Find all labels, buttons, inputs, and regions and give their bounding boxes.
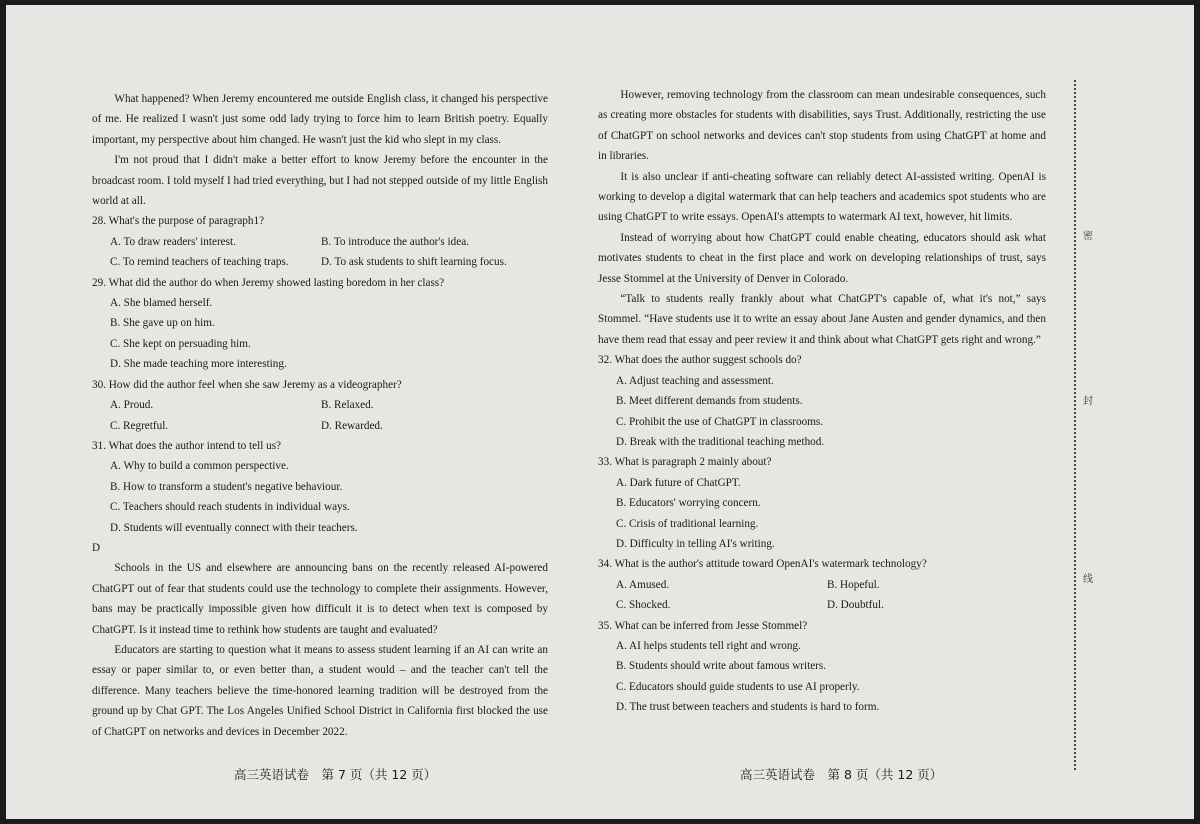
question-29: 29. What did the author do when Jeremy showed lasting boredom in her class? [92,276,445,289]
paragraph: “Talk to students really frankly about what ChatGPT's capable of, what it's not,” says Stommel. “Have students use it to write an essay about Jane Austen and gender dynamics, and then have them read that essay and peer review it and think about what ChatGPT gets right and wrong.” [598,293,1046,346]
option-b: B. Hopeful. [827,578,880,591]
option-c: C. She kept on persuading him. [110,337,251,350]
option-c: C. Teachers should reach students in individual ways. [110,501,350,514]
option-a: A. Amused. [616,578,670,591]
option-a: A. To draw readers' interest. [110,235,236,248]
options-row [92,232,548,252]
exam-paper [6,5,1194,819]
options-row [92,416,548,436]
option-d: D. To ask students to shift learning focus. [321,256,507,269]
option-c: C. Educators should guide students to use AI properly. [616,680,860,693]
option-c: C. Crisis of traditional learning. [616,517,759,530]
paragraph: However, removing technology from the classroom can mean undesirable consequences, such as creating more obstacles for students with disabilities, says Trust. Additionally, restricting the use of ChatGPT on school networks and devices can't stop students from using ChatGPT at home and in libraries. [598,89,1046,163]
paragraph: What happened? When Jeremy encountered me outside English class, it changed his perspective of me. He realized I wasn't just some odd lady trying to force him to learn British poetry. Equally important, my perspective about him changed. He wasn't just the kid who slept in my class. [92,93,548,146]
question-34: 34. What is the author's attitude toward OpenAI's watermark technology? [598,558,927,571]
option-c: C. Prohibit the use of ChatGPT in classrooms. [616,415,824,428]
left-page-column [92,89,548,742]
page-footer-left: 高三英语试卷 第 7 页（共 12 页） [234,767,437,782]
paragraph: Instead of worrying about how ChatGPT could enable cheating, educators should ask what motivates students to cheat in the first place and work on developing relationships of trust, says Jesse Stommel at the University of Denver in Colorado. [598,231,1046,285]
option-a: A. Why to build a common perspective. [110,460,289,473]
option-b: B. How to transform a student's negative behaviour. [110,480,343,493]
option-b: B. To introduce the author's idea. [321,235,469,248]
option-d: D. Doubtful. [827,599,884,612]
section-heading: D [92,541,101,554]
option-d: D. Rewarded. [321,419,383,432]
page-footer-right: 高三英语试卷 第 8 页（共 12 页） [740,767,943,782]
question-30: 30. How did the author feel when she saw Jeremy as a videographer? [92,378,402,391]
option-d: D. Students will eventually connect with their teachers. [110,521,358,534]
options-row [92,395,548,415]
question-35: 35. What can be inferred from Jesse Stommel? [598,619,808,632]
paragraph: Educators are starting to question what it means to assess student learning if an AI can write an essay or paper similar to, or even better than, a student would – and the teacher can't tell the difference. Many teachers believe the time-honored learning tradition will be destroyed from the ground up by Chat GPT. The Los Angeles Unified School District in California first blocked the use of ChatGPT on networks and devices in December 2022. [92,643,548,738]
binding-char-1: 密 [1083,231,1093,242]
option-a: A. She blamed herself. [110,297,213,310]
binding-char-3: 线 [1083,574,1093,585]
option-a: A. AI helps students tell right and wrong. [616,639,801,652]
question-31: 31. What does the author intend to tell us? [92,439,282,452]
option-b: B. Educators' worrying concern. [616,497,761,510]
option-b: B. Students should write about famous writers. [616,660,827,673]
paragraph: I'm not proud that I didn't make a better effort to know Jeremy before the encounter in the broadcast room. I told myself I had tried everything, but I had not stepped outside of my little English world at all. [92,154,548,208]
paragraph: Schools in the US and elsewhere are announcing bans on the recently released AI-powered ChatGPT out of fear that students could use the technology to complete their assignments. However, bans may be practically impossible given how difficult it is to detect when text is composed by ChatGPT. Is it instead time to rethink how students are taught and evaluated? [92,562,548,636]
option-a: A. Proud. [110,399,154,412]
option-c: C. Regretful. [110,419,169,432]
binding-dotted-line [1074,80,1076,770]
option-a: A. Adjust teaching and assessment. [616,374,774,387]
option-b: B. Relaxed. [321,399,374,412]
option-d: D. She made teaching more interesting. [110,358,287,371]
options-row [92,252,548,272]
question-28: 28. What's the purpose of paragraph1? [92,215,265,228]
option-c: C. Shocked. [616,599,671,612]
option-d: D. The trust between teachers and students is hard to form. [616,701,880,714]
right-page-column [598,85,1046,718]
options-row [598,575,1046,595]
option-d: D. Break with the traditional teaching method. [616,435,825,448]
option-d: D. Difficulty in telling AI's writing. [616,537,775,550]
option-b: B. Meet different demands from students. [616,395,803,408]
question-33: 33. What is paragraph 2 mainly about? [598,456,772,469]
options-row [598,595,1046,615]
paragraph: It is also unclear if anti-cheating software can reliably detect AI-assisted writing. OpenAI is working to develop a digital watermark that can help teachers and academics spot students who are using ChatGPT to write essays. OpenAI's attempts to watermark AI text, however, hit limits. [598,170,1046,224]
question-32: 32. What does the author suggest schools do? [598,354,802,367]
option-c: C. To remind teachers of teaching traps. [110,256,289,269]
option-a: A. Dark future of ChatGPT. [616,476,741,489]
binding-char-2: 封 [1083,396,1093,407]
option-b: B. She gave up on him. [110,317,215,330]
